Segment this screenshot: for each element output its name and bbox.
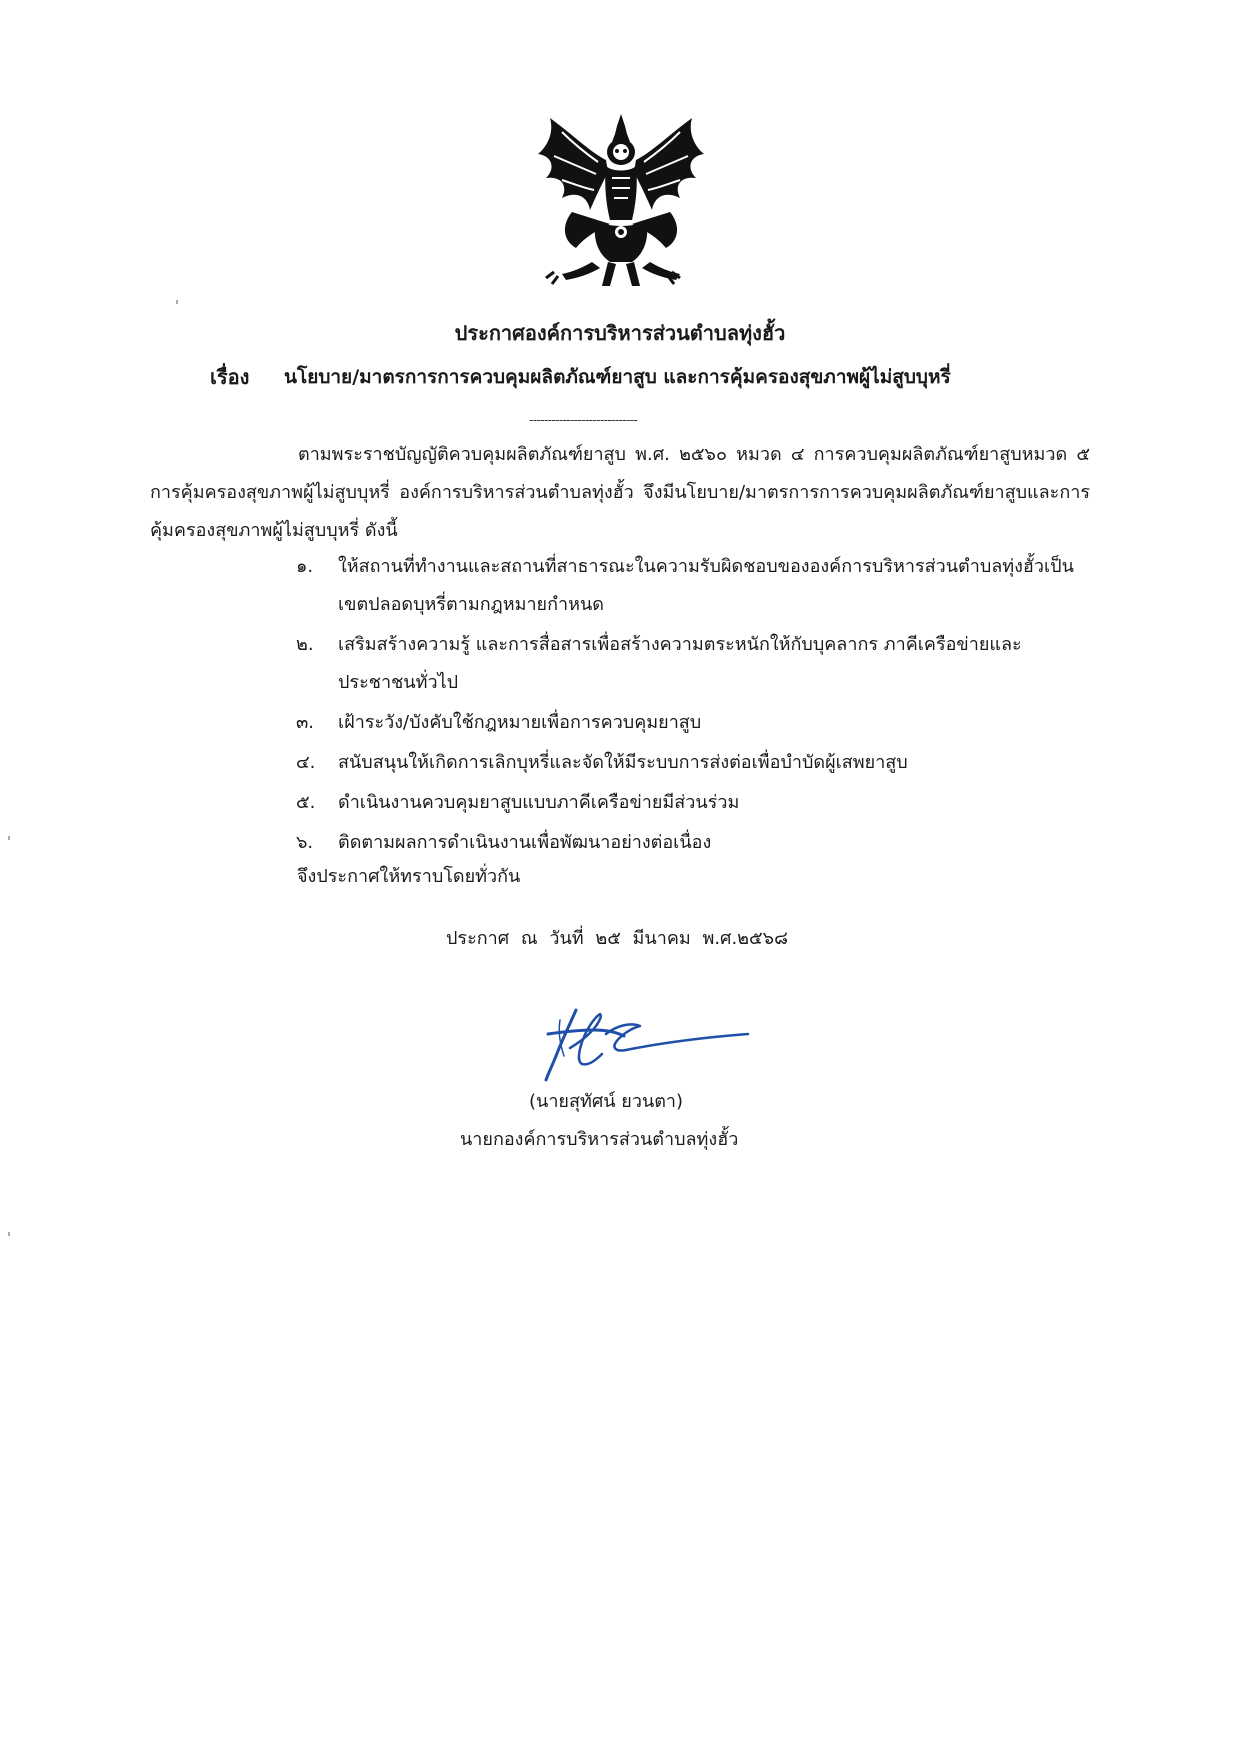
policy-list	[296, 548, 1096, 864]
policy-item	[296, 824, 1096, 862]
signatory-position: นายกองค์การบริหารส่วนตำบลทุ่งฮั้ว	[460, 1129, 739, 1150]
policy-text: ให้สถานที่ทำงานและสถานที่สาธารณะในความรับผิดชอบขององค์การบริหารส่วนตำบลทุ่งฮั้วเป็นเขตปลอดบุหรี่ตามกฎหมายกำหนด	[338, 556, 1074, 615]
announcement-date: ประกาศ ณ วันที่ ๒๕ มีนาคม พ.ศ.๒๕๖๘	[446, 928, 788, 949]
scan-speck	[176, 300, 178, 304]
policy-number: ๓.	[296, 712, 315, 733]
scan-speck	[8, 836, 10, 840]
policy-item	[296, 744, 1096, 782]
policy-number: ๖.	[296, 832, 314, 853]
policy-text: เฝ้าระวัง/บังคับใช้กฎหมายเพื่อการควบคุมยาสูบ	[338, 712, 702, 733]
policy-text: ดำเนินงานควบคุมยาสูบแบบภาคีเครือข่ายมีส่วนร่วม	[338, 792, 740, 813]
policy-item	[296, 784, 1096, 822]
policy-item	[296, 626, 1096, 702]
policy-text: สนับสนุนให้เกิดการเลิกบุหรี่และจัดให้มีระบบการส่งต่อเพื่อบำบัดผู้เสพยาสูบ	[338, 752, 908, 773]
subject-text: นโยบาย/มาตรการการควบคุมผลิตภัณฑ์ยาสูบ และการคุ้มครองสุขภาพผู้ไม่สูบบุหรี่	[284, 366, 951, 388]
policy-number: ๕.	[296, 792, 316, 813]
policy-text: ติดตามผลการดำเนินงานเพื่อพัฒนาอย่างต่อเนื่อง	[338, 832, 712, 853]
policy-number: ๔.	[296, 752, 316, 773]
closing-statement: จึงประกาศให้ทราบโดยทั่วกัน	[297, 866, 521, 887]
signatory-name: (นายสุทัศน์ ยวนตา)	[529, 1091, 684, 1112]
subject-label: เรื่อง	[210, 365, 250, 389]
policy-number: ๑.	[296, 556, 314, 577]
garuda-emblem-icon	[532, 112, 710, 288]
scan-speck	[8, 1232, 10, 1236]
policy-number: ๒.	[296, 634, 314, 655]
signature-mark	[536, 1004, 751, 1084]
body-paragraph: ตามพระราชบัญญัติควบคุมผลิตภัณฑ์ยาสูบ พ.ศ. ๒๕๖๐ หมวด ๔ การควบคุมผลิตภัณฑ์ยาสูบหมวด ๕ การคุ้มครองสุขภาพผู้ไม่สูบบุหรี่ องค์การบริหารส่วนตำบลทุ่งฮั้ว จึงมีนโยบาย/มาตรการการควบคุมผลิตภัณฑ์ยาสูบและการคุ้มครองสุขภาพผู้ไม่สูบบุหรี่ ดังนี้	[150, 444, 1090, 541]
divider-line: -----------------------------	[529, 413, 638, 427]
policy-item	[296, 548, 1096, 624]
announcement-title: ประกาศองค์การบริหารส่วนตำบลทุ่งฮั้ว	[454, 321, 786, 345]
policy-text: เสริมสร้างความรู้ และการสื่อสารเพื่อสร้างความตระหนักให้กับบุคลากร ภาคีเครือข่ายและประชาชนทั่วไป	[338, 634, 1022, 693]
body-paragraph-container	[150, 436, 1090, 550]
policy-item	[296, 704, 1096, 742]
